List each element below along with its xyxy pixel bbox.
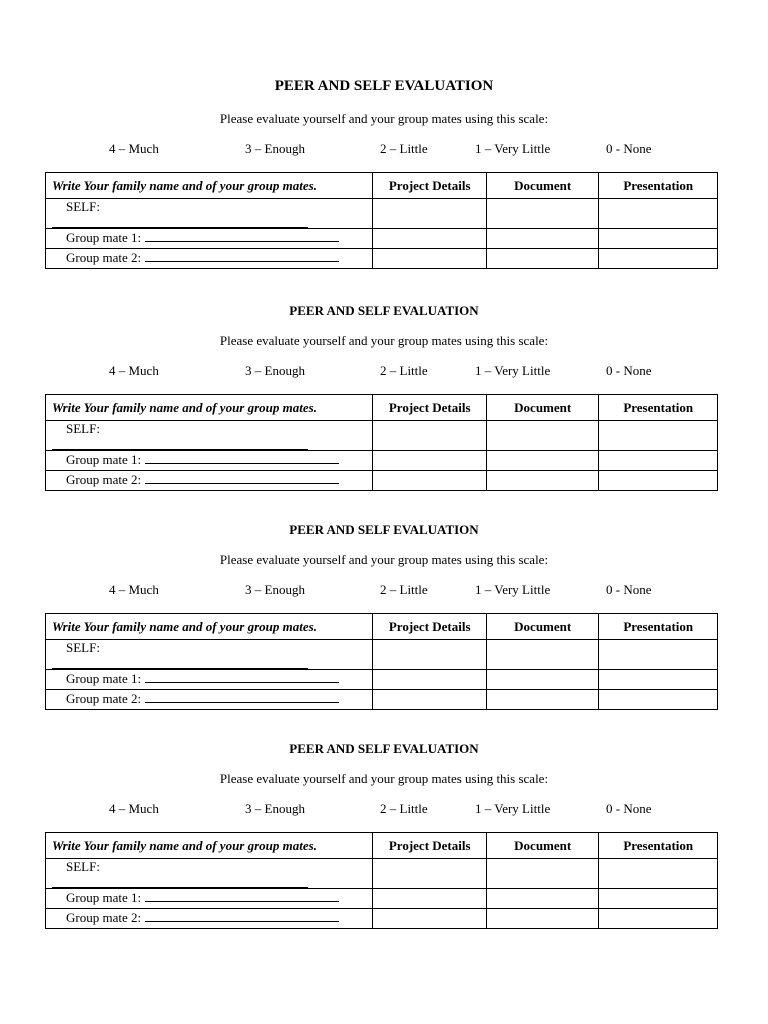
mate1-label: Group mate 1: (66, 671, 142, 686)
form-instructions: Please evaluate yourself and your group mates using this scale: (219, 111, 549, 126)
self-label: SELF: (66, 199, 100, 214)
mate2-name-line[interactable] (145, 690, 339, 703)
evaluation-table (45, 613, 718, 710)
self-label: SELF: (66, 640, 100, 655)
mate1-document-cell[interactable] (486, 229, 599, 249)
mate1-name-cell[interactable] (46, 670, 373, 690)
form-instructions: Please evaluate yourself and your group mates using this scale: (219, 771, 549, 786)
header-names: Write Your family name and of your group mates. (46, 833, 373, 859)
header-names: Write Your family name and of your group mates. (46, 614, 373, 640)
scale-much: 4 – Much (109, 582, 159, 597)
mate2-document-cell[interactable] (486, 690, 599, 710)
mate2-label: Group mate 2: (66, 472, 142, 487)
scale-none: 0 - None (606, 582, 652, 597)
scale-little: 2 – Little (380, 582, 428, 597)
self-project-details-cell[interactable] (373, 199, 487, 229)
form-title: PEER AND SELF EVALUATION (289, 303, 479, 318)
mate2-name-cell[interactable] (46, 690, 373, 710)
mate1-name-cell[interactable] (46, 451, 373, 471)
mate1-label: Group mate 1: (66, 452, 142, 467)
scale-enough: 3 – Enough (245, 582, 305, 597)
scale-enough: 3 – Enough (245, 363, 305, 378)
header-names: Write Your family name and of your group mates. (46, 173, 373, 199)
mate1-presentation-cell[interactable] (599, 670, 718, 690)
mate2-name-line[interactable] (145, 471, 339, 484)
mate1-document-cell[interactable] (486, 451, 599, 471)
header-document: Document (486, 833, 599, 859)
mate1-project-details-cell[interactable] (373, 229, 487, 249)
self-name-cell[interactable] (46, 859, 373, 889)
scale-enough: 3 – Enough (245, 801, 305, 816)
self-name-line[interactable] (52, 875, 308, 888)
scale-little: 2 – Little (380, 363, 428, 378)
mate2-name-line[interactable] (145, 249, 339, 262)
scale-enough: 3 – Enough (245, 141, 305, 156)
self-presentation-cell[interactable] (599, 640, 718, 670)
self-label: SELF: (66, 421, 100, 436)
mate2-presentation-cell[interactable] (599, 909, 718, 929)
form-instructions: Please evaluate yourself and your group mates using this scale: (219, 333, 549, 348)
mate1-label: Group mate 1: (66, 890, 142, 905)
scale-none: 0 - None (606, 801, 652, 816)
form-title: PEER AND SELF EVALUATION (274, 78, 494, 94)
header-presentation: Presentation (599, 395, 718, 421)
scale-none: 0 - None (606, 141, 652, 156)
scale-very-little: 1 – Very Little (475, 363, 551, 378)
self-name-line[interactable] (52, 656, 308, 669)
self-name-line[interactable] (52, 437, 308, 450)
mate1-presentation-cell[interactable] (599, 451, 718, 471)
mate1-name-cell[interactable] (46, 229, 373, 249)
self-presentation-cell[interactable] (599, 421, 718, 451)
form-title: PEER AND SELF EVALUATION (289, 741, 479, 756)
mate2-document-cell[interactable] (486, 249, 599, 269)
scale-very-little: 1 – Very Little (475, 141, 551, 156)
mate1-presentation-cell[interactable] (599, 889, 718, 909)
mate2-document-cell[interactable] (486, 471, 599, 491)
scale-very-little: 1 – Very Little (475, 801, 551, 816)
mate2-label: Group mate 2: (66, 691, 142, 706)
mate1-project-details-cell[interactable] (373, 889, 487, 909)
self-name-line[interactable] (52, 215, 308, 228)
form-title: PEER AND SELF EVALUATION (289, 522, 479, 537)
mate2-project-details-cell[interactable] (373, 909, 487, 929)
scale-much: 4 – Much (109, 801, 159, 816)
mate1-name-line[interactable] (145, 229, 339, 242)
mate2-label: Group mate 2: (66, 250, 142, 265)
self-presentation-cell[interactable] (599, 859, 718, 889)
scale-none: 0 - None (606, 363, 652, 378)
self-document-cell[interactable] (486, 199, 599, 229)
scale-very-little: 1 – Very Little (475, 582, 551, 597)
mate2-project-details-cell[interactable] (373, 690, 487, 710)
self-name-cell[interactable] (46, 199, 373, 229)
mate1-name-line[interactable] (145, 451, 339, 464)
self-project-details-cell[interactable] (373, 421, 487, 451)
mate2-label: Group mate 2: (66, 910, 142, 925)
header-document: Document (486, 173, 599, 199)
mate1-project-details-cell[interactable] (373, 451, 487, 471)
mate1-label: Group mate 1: (66, 230, 142, 245)
header-document: Document (486, 395, 599, 421)
header-presentation: Presentation (599, 173, 718, 199)
mate1-name-line[interactable] (145, 889, 339, 902)
self-document-cell[interactable] (486, 421, 599, 451)
scale-much: 4 – Much (109, 141, 159, 156)
scale-little: 2 – Little (380, 141, 428, 156)
evaluation-table (45, 832, 718, 929)
mate1-project-details-cell[interactable] (373, 670, 487, 690)
header-presentation: Presentation (599, 614, 718, 640)
mate2-project-details-cell[interactable] (373, 249, 487, 269)
mate2-presentation-cell[interactable] (599, 471, 718, 491)
mate2-document-cell[interactable] (486, 909, 599, 929)
mate2-presentation-cell[interactable] (599, 690, 718, 710)
evaluation-table (45, 172, 718, 269)
mate2-name-cell[interactable] (46, 249, 373, 269)
header-document: Document (486, 614, 599, 640)
evaluation-table (45, 394, 718, 491)
self-label: SELF: (66, 859, 100, 874)
form-instructions: Please evaluate yourself and your group mates using this scale: (219, 552, 549, 567)
self-name-cell[interactable] (46, 421, 373, 451)
mate2-name-cell[interactable] (46, 471, 373, 491)
self-project-details-cell[interactable] (373, 640, 487, 670)
header-project-details: Project Details (373, 833, 487, 859)
self-document-cell[interactable] (486, 640, 599, 670)
mate1-document-cell[interactable] (486, 889, 599, 909)
mate2-project-details-cell[interactable] (373, 471, 487, 491)
self-document-cell[interactable] (486, 859, 599, 889)
mate1-presentation-cell[interactable] (599, 229, 718, 249)
scale-little: 2 – Little (380, 801, 428, 816)
self-name-cell[interactable] (46, 640, 373, 670)
mate1-document-cell[interactable] (486, 670, 599, 690)
scale-much: 4 – Much (109, 363, 159, 378)
mate2-presentation-cell[interactable] (599, 249, 718, 269)
mate1-name-cell[interactable] (46, 889, 373, 909)
mate2-name-cell[interactable] (46, 909, 373, 929)
header-project-details: Project Details (373, 395, 487, 421)
header-presentation: Presentation (599, 833, 718, 859)
header-names: Write Your family name and of your group mates. (46, 395, 373, 421)
self-project-details-cell[interactable] (373, 859, 487, 889)
header-project-details: Project Details (373, 173, 487, 199)
mate1-name-line[interactable] (145, 670, 339, 683)
mate2-name-line[interactable] (145, 909, 339, 922)
header-project-details: Project Details (373, 614, 487, 640)
self-presentation-cell[interactable] (599, 199, 718, 229)
